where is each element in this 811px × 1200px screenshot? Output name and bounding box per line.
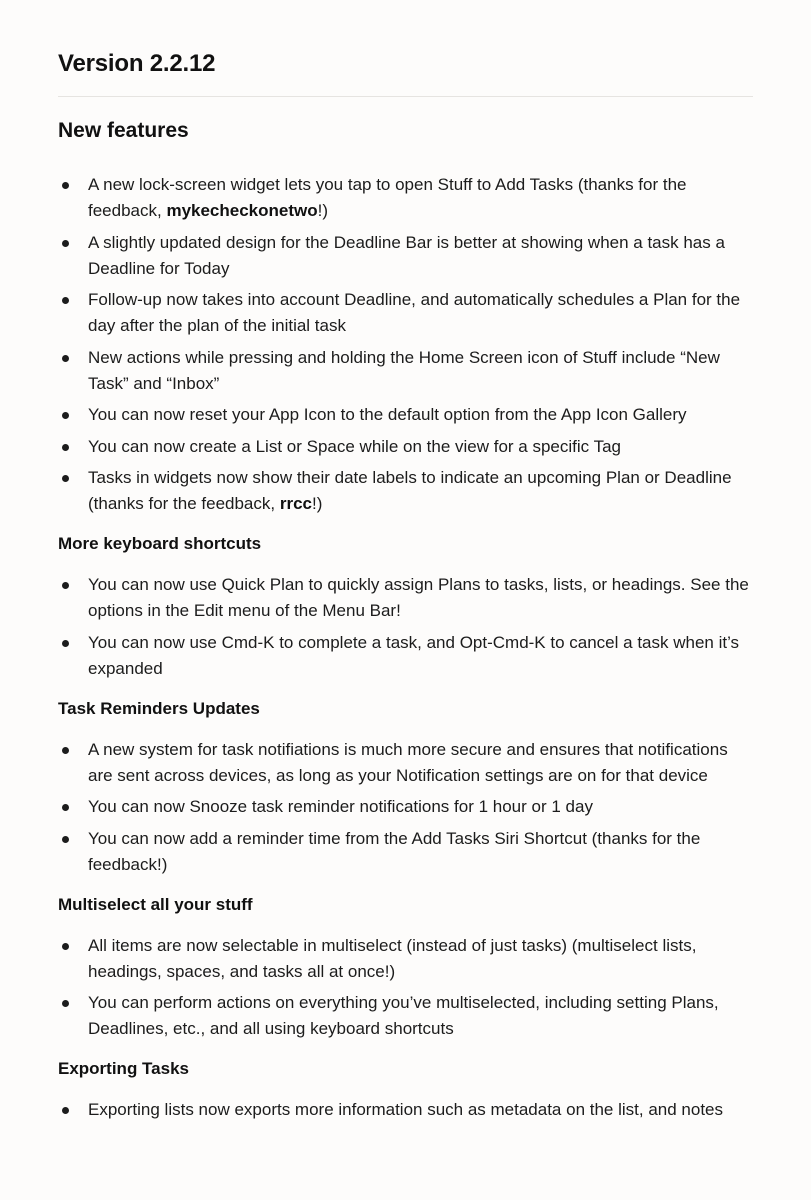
title-divider [58, 96, 753, 97]
bullet-icon [62, 804, 69, 811]
keyboard-shortcuts-list [58, 572, 753, 682]
version-title: Version 2.2.12 [58, 50, 216, 77]
item-username: rrcc [279, 494, 312, 513]
item-text: Follow-up now takes into account Deadline, and automatically schedules a Plan for the day after the plan of the initial task [88, 290, 741, 335]
list-item [58, 172, 753, 224]
bullet-icon [62, 240, 69, 247]
item-text-end: !) [311, 494, 323, 513]
bullet-icon [62, 747, 69, 754]
item-text-end: !) [317, 201, 329, 220]
item-text: New actions while pressing and holding the Home Screen icon of Stuff include “New Task” and “Inbox” [88, 347, 720, 393]
item-text: A new system for task notifiations is much more secure and ensures that notifications are sent across devices, as long as your Notification settings are on for that device [88, 739, 728, 785]
list-item [58, 434, 753, 460]
list-item [58, 465, 753, 517]
list-item [58, 402, 753, 428]
bullet-icon [62, 355, 69, 362]
bullet-icon [62, 1000, 69, 1007]
item-text: You can now add a reminder time from the Add Tasks Siri Shortcut (thanks for the feedback!) [88, 828, 701, 874]
item-text: A slightly updated design for the Deadline Bar is better at showing when a task has a Deadline for Today [88, 232, 725, 278]
list-item [58, 933, 753, 985]
new-features-list [58, 172, 753, 517]
list-item [58, 737, 753, 789]
list-item [58, 345, 753, 397]
bullet-icon [62, 582, 69, 589]
item-text: Tasks in widgets now show their date labels to indicate an upcoming Plan or Deadline (thanks for the feedback, [88, 468, 732, 513]
item-text: A new lock-screen widget lets you tap to open Stuff to Add Tasks (thanks for the feedback, [88, 175, 687, 220]
item-text: You can now reset your App Icon to the default option from the App Icon Gallery [88, 405, 687, 424]
bullet-icon [62, 297, 69, 304]
item-text: All items are now selectable in multiselect (instead of just tasks) (multiselect lists, headings, spaces, and tasks all at once!) [88, 935, 697, 981]
list-item [58, 826, 753, 878]
list-item [58, 287, 753, 339]
bullet-icon [62, 1107, 69, 1114]
list-item [58, 990, 753, 1042]
list-item [58, 572, 753, 624]
bullet-icon [62, 475, 69, 482]
multiselect-heading: Multiselect all your stuff [58, 894, 253, 914]
item-text: You can now create a List or Space while on the view for a specific Tag [88, 436, 621, 456]
list-item [58, 1097, 753, 1123]
item-text: You can now use Quick Plan to quickly assign Plans to tasks, lists, or headings. See the options in the Edit menu of the Menu Bar! [88, 575, 749, 620]
item-text: Exporting lists now exports more information such as metadata on the list, and notes [88, 1100, 723, 1119]
bullet-icon [62, 943, 69, 950]
keyboard-shortcuts-heading: More keyboard shortcuts [58, 534, 262, 553]
task-reminders-heading: Task Reminders Updates [58, 698, 260, 718]
item-username: mykecheckonetwo [166, 201, 318, 220]
item-text: You can now use Cmd-K to complete a task, and Opt-Cmd-K to cancel a task when it’s expanded [88, 632, 740, 678]
bullet-icon [62, 444, 69, 451]
task-reminders-list [58, 737, 753, 878]
bullet-icon [62, 640, 69, 647]
list-item [58, 630, 753, 682]
bullet-icon [62, 412, 69, 419]
bullet-icon [62, 836, 69, 843]
exporting-list [58, 1097, 753, 1123]
item-text: You can perform actions on everything you’ve multiselected, including setting Plans, Deadlines, etc., and all using keyboard shortcuts [88, 993, 719, 1038]
exporting-heading: Exporting Tasks [58, 1059, 189, 1078]
bullet-icon [62, 182, 69, 189]
list-item [58, 794, 753, 820]
new-features-heading: New features [58, 119, 189, 142]
multiselect-list [58, 933, 753, 1043]
list-item [58, 230, 753, 282]
item-text: You can now Snooze task reminder notifications for 1 hour or 1 day [88, 797, 593, 816]
